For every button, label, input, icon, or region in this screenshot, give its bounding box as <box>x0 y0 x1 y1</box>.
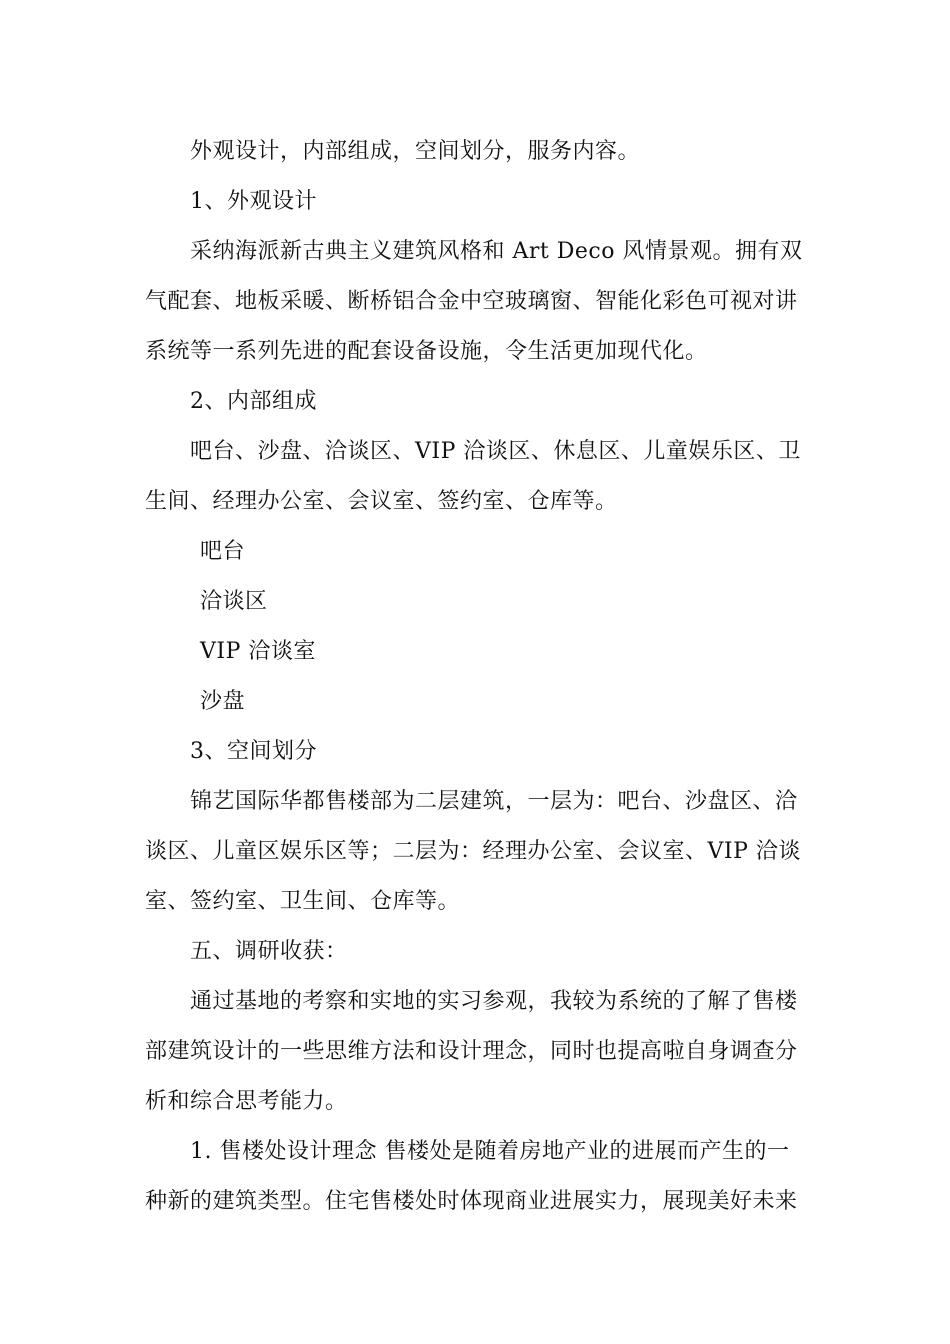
paragraph-line: 系统等一系列先进的配套设备设施，令生活更加现代化。 <box>145 339 708 364</box>
paragraph-line: 部建筑设计的一些思维方法和设计理念，同时也提高啦自身调查分 <box>145 1039 798 1064</box>
paragraph-line: 1. 售楼处设计理念 售楼处是随着房地产业的进展而产生的一 <box>190 1139 790 1164</box>
paragraph-line: 采纳海派新古典主义建筑风格和 Art Deco 风情景观。拥有双 <box>190 239 803 264</box>
paragraph-line: 气配套、地板采暖、断桥铝合金中空玻璃窗、智能化彩色可视对讲 <box>145 289 798 314</box>
section-heading-space-division: 3、空间划分 <box>190 739 317 764</box>
paragraph-line: 通过基地的考察和实地的实习参观，我较为系统的了解了售楼 <box>190 989 798 1014</box>
paragraph-line: 生间、经理办公室、会议室、签约室、仓库等。 <box>145 489 618 514</box>
list-item: 洽谈区 <box>200 589 268 614</box>
list-item: 沙盘 <box>200 689 246 714</box>
section-heading-research-gains: 五、调研收获： <box>190 939 348 964</box>
paragraph-line: 种新的建筑类型。住宅售楼处时体现商业进展实力，展现美好未来 <box>145 1189 798 1214</box>
list-item: VIP 洽谈室 <box>200 639 316 664</box>
paragraph-line: 吧台、沙盘、洽谈区、VIP 洽谈区、休息区、儿童娱乐区、卫 <box>190 439 801 464</box>
paragraph-line: 谈区、儿童区娱乐区等；二层为：经理办公室、会议室、VIP 洽谈 <box>145 839 801 864</box>
paragraph-line: 外观设计，内部组成，空间划分，服务内容。 <box>190 139 641 164</box>
paragraph-line: 室、签约室、卫生间、仓库等。 <box>145 889 461 914</box>
section-heading-exterior-design: 1、外观设计 <box>190 189 317 214</box>
paragraph-line: 锦艺国际华都售楼部为二层建筑，一层为：吧台、沙盘区、洽 <box>190 789 798 814</box>
section-heading-interior: 2、内部组成 <box>190 389 317 414</box>
list-item: 吧台 <box>200 539 246 564</box>
paragraph-line: 析和综合思考能力。 <box>145 1089 348 1114</box>
